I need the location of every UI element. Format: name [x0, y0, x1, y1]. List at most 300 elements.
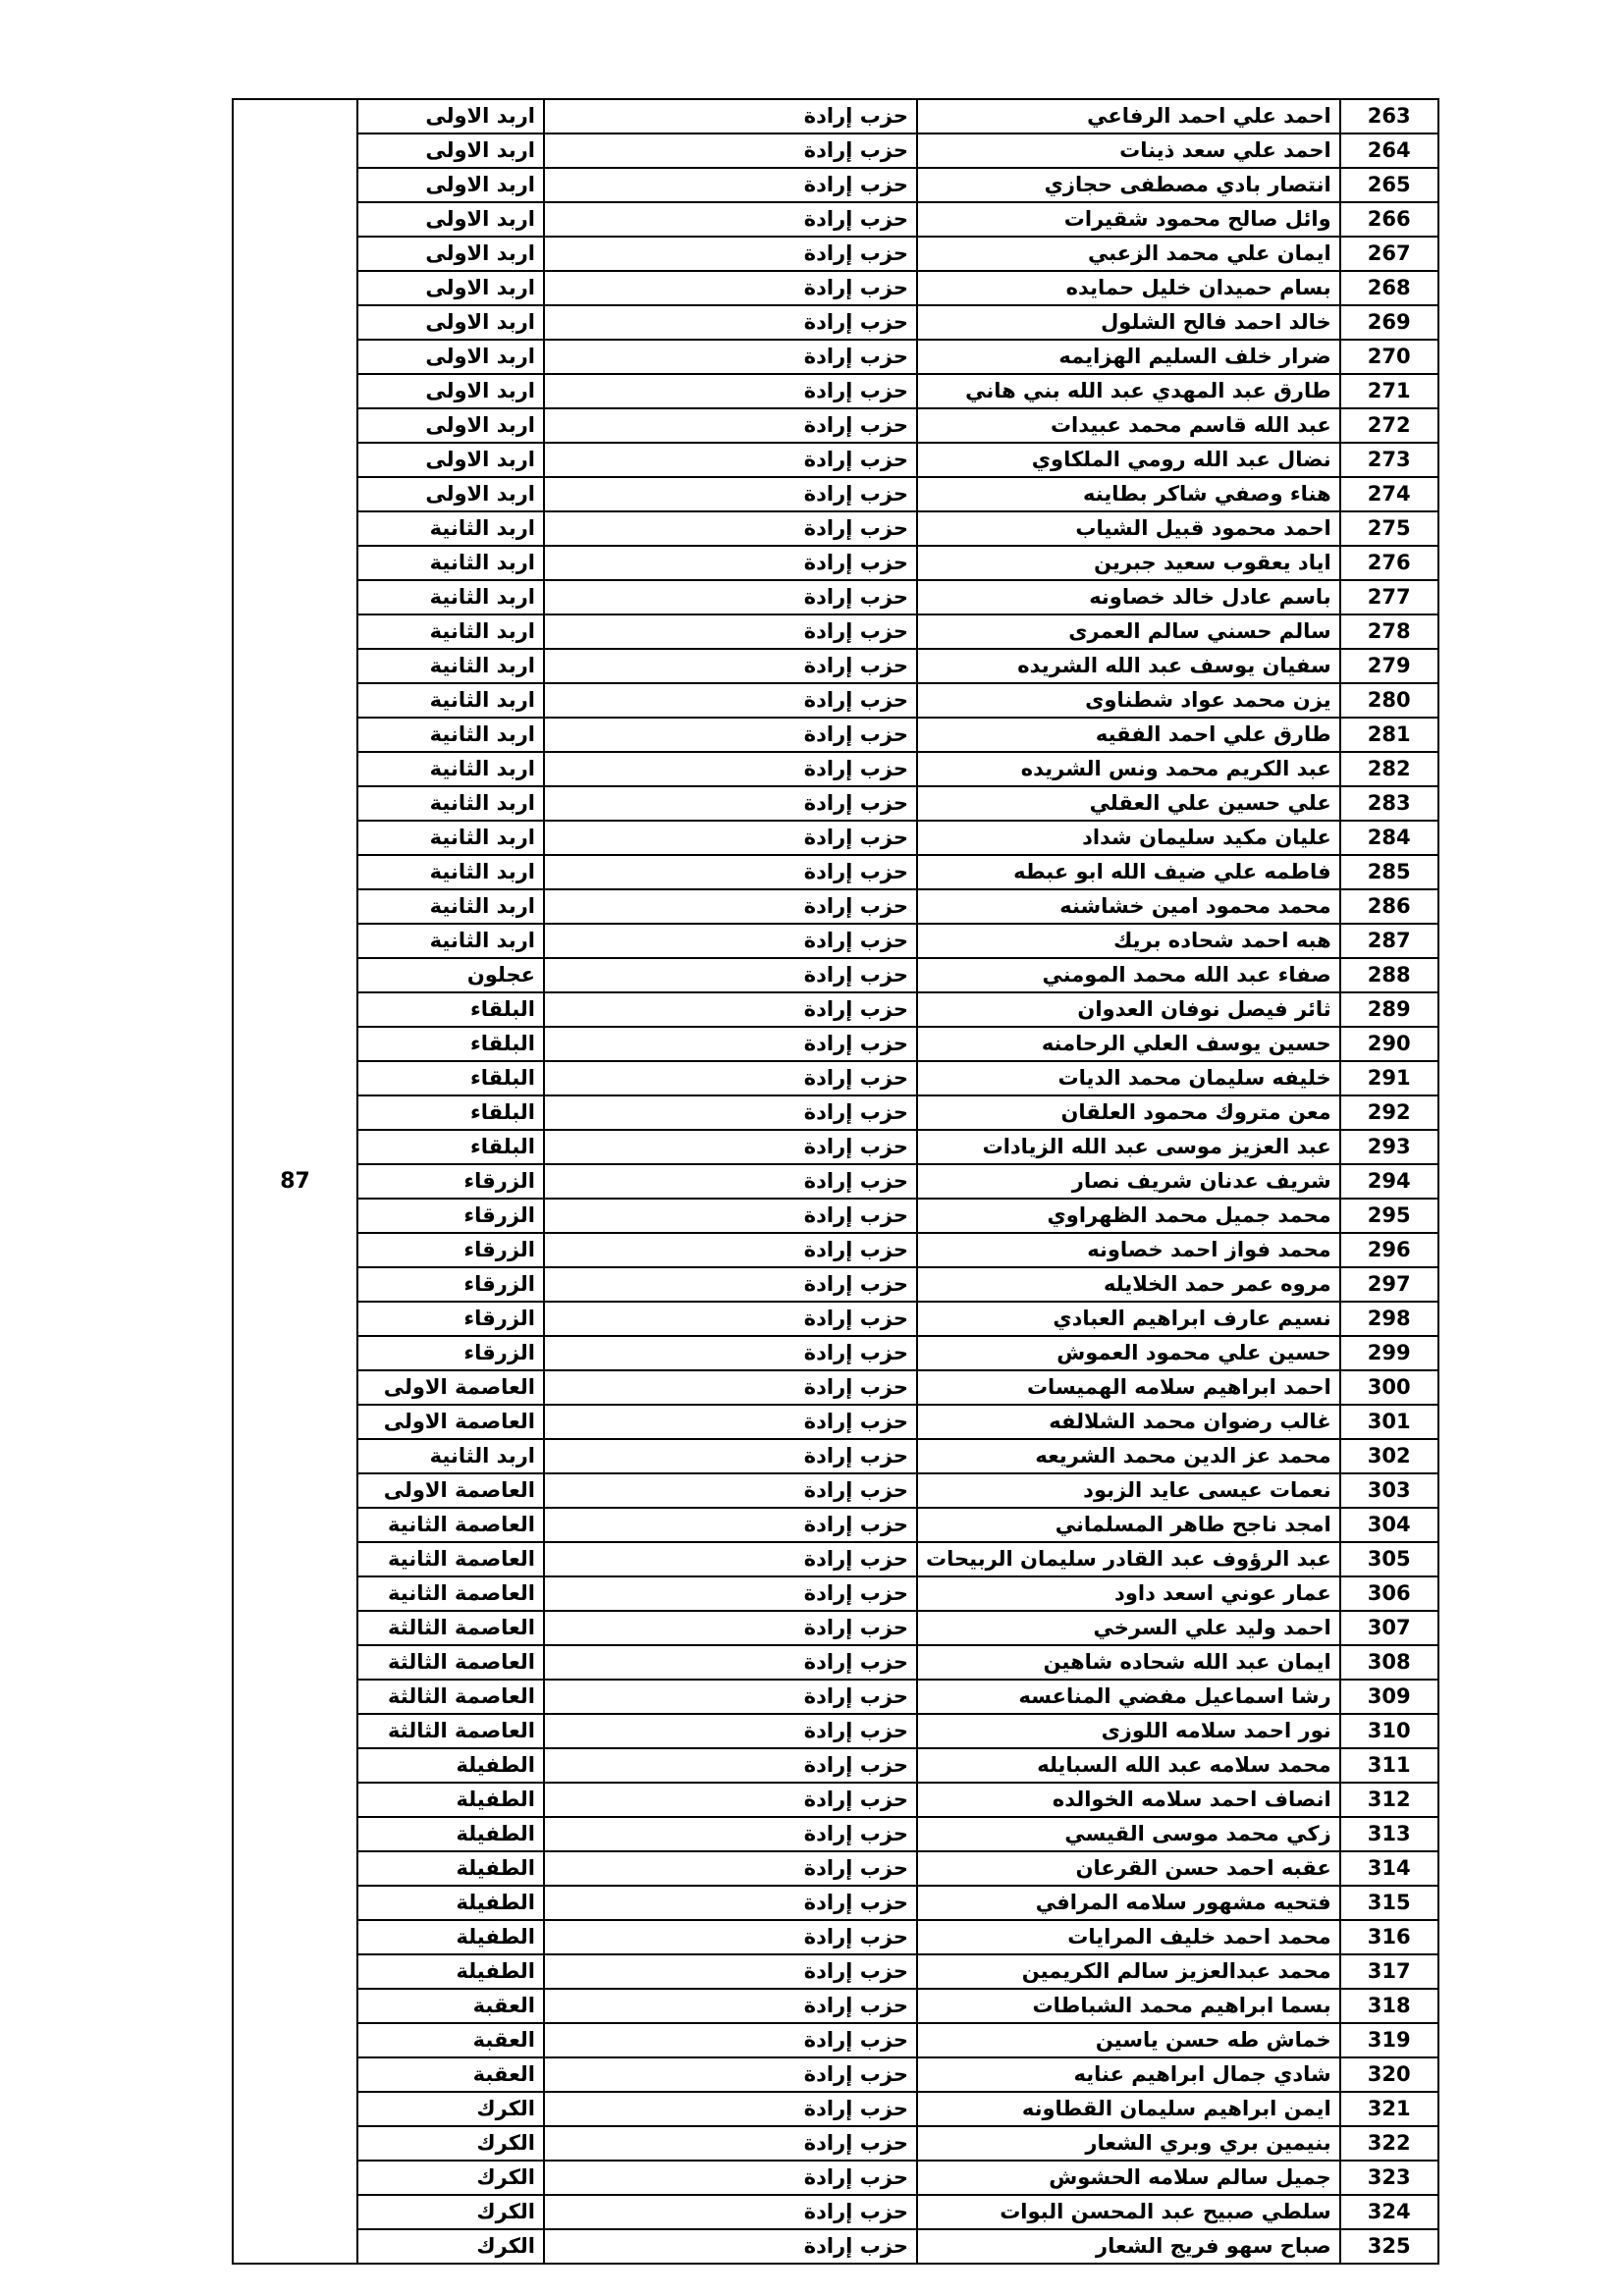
members-sheet	[232, 98, 1439, 2265]
district-cell: اربد الثانية	[357, 683, 544, 718]
party-cell: حزب إرادة	[544, 1783, 917, 1817]
name-cell: احمد وليد علي السرخي	[917, 1611, 1340, 1645]
district-cell: اربد الثانية	[357, 718, 544, 752]
district-cell: الكرك	[357, 2092, 544, 2126]
party-cell: حزب إرادة	[544, 477, 917, 511]
serial-number-cell: 281	[1340, 718, 1438, 752]
party-cell: حزب إرادة	[544, 305, 917, 340]
party-cell: حزب إرادة	[544, 374, 917, 408]
table-row	[233, 958, 1438, 992]
table-row	[233, 99, 1438, 133]
name-cell: حسين علي محمود العموش	[917, 1336, 1340, 1370]
name-cell: محمد فواز احمد خصاونه	[917, 1233, 1340, 1267]
name-cell: فاطمه علي ضيف الله ابو عبطه	[917, 855, 1340, 889]
party-cell: حزب إرادة	[544, 237, 917, 271]
name-cell: محمد سلامه عبد الله السبايله	[917, 1748, 1340, 1783]
party-cell: حزب إرادة	[544, 786, 917, 821]
table-row	[233, 1714, 1438, 1748]
name-cell: يزن محمد عواد شطناوى	[917, 683, 1340, 718]
party-cell: حزب إرادة	[544, 1542, 917, 1576]
district-cell: الزرقاء	[357, 1199, 544, 1233]
serial-number-cell: 310	[1340, 1714, 1438, 1748]
name-cell: ضرار خلف السليم الهزايمه	[917, 340, 1340, 374]
party-cell: حزب إرادة	[544, 2161, 917, 2195]
district-cell: الزرقاء	[357, 1267, 544, 1302]
party-cell: حزب إرادة	[544, 511, 917, 546]
table-row	[233, 1989, 1438, 2023]
serial-number-cell: 294	[1340, 1164, 1438, 1199]
party-cell: حزب إرادة	[544, 1680, 917, 1714]
serial-number-cell: 267	[1340, 237, 1438, 271]
name-cell: امجد ناجح طاهر المسلماني	[917, 1508, 1340, 1542]
party-cell: حزب إرادة	[544, 2126, 917, 2161]
name-cell: نعمات عيسى عايد الزبود	[917, 1473, 1340, 1508]
party-cell: حزب إرادة	[544, 202, 917, 237]
party-cell: حزب إرادة	[544, 1336, 917, 1370]
party-cell: حزب إرادة	[544, 340, 917, 374]
table-row	[233, 1233, 1438, 1267]
name-cell: محمد محمود امين خشاشنه	[917, 889, 1340, 924]
name-cell: محمد عبدالعزيز سالم الكريمين	[917, 1954, 1340, 1989]
serial-number-cell: 278	[1340, 614, 1438, 649]
serial-number-cell: 306	[1340, 1576, 1438, 1611]
district-cell: اربد الثانية	[357, 511, 544, 546]
name-cell: عليان مكيد سليمان شداد	[917, 821, 1340, 855]
table-row	[233, 2092, 1438, 2126]
table-row	[233, 1542, 1438, 1576]
district-cell: البلقاء	[357, 1027, 544, 1061]
name-cell: علي حسين علي العقلي	[917, 786, 1340, 821]
name-cell: طارق عبد المهدي عبد الله بني هاني	[917, 374, 1340, 408]
table-row	[233, 1576, 1438, 1611]
district-cell: اربد الاولى	[357, 133, 544, 168]
serial-number-cell: 316	[1340, 1920, 1438, 1954]
district-cell: اربد الثانية	[357, 580, 544, 614]
serial-number-cell: 263	[1340, 99, 1438, 133]
district-cell: العاصمة الاولى	[357, 1473, 544, 1508]
table-row	[233, 271, 1438, 305]
table-row	[233, 477, 1438, 511]
serial-number-cell: 276	[1340, 546, 1438, 580]
serial-number-cell: 269	[1340, 305, 1438, 340]
district-cell: الطفيلة	[357, 1817, 544, 1851]
name-cell: معن متروك محمود العلقان	[917, 1095, 1340, 1130]
serial-number-cell: 324	[1340, 2195, 1438, 2229]
table-row	[233, 1680, 1438, 1714]
district-cell: العاصمة الثانية	[357, 1576, 544, 1611]
name-cell: طارق علي احمد الفقيه	[917, 718, 1340, 752]
table-row	[233, 1370, 1438, 1405]
party-cell: حزب إرادة	[544, 924, 917, 958]
party-cell: حزب إرادة	[544, 1130, 917, 1164]
district-cell: العاصمة الثالثة	[357, 1645, 544, 1680]
serial-number-cell: 264	[1340, 133, 1438, 168]
party-cell: حزب إرادة	[544, 614, 917, 649]
district-cell: الطفيلة	[357, 1783, 544, 1817]
party-cell: حزب إرادة	[544, 1611, 917, 1645]
district-cell: الكرك	[357, 2229, 544, 2264]
district-cell: اربد الثانية	[357, 855, 544, 889]
name-cell: خماش طه حسن ياسين	[917, 2023, 1340, 2057]
serial-number-cell: 295	[1340, 1199, 1438, 1233]
members-table-body	[233, 99, 1438, 2264]
serial-number-cell: 282	[1340, 752, 1438, 786]
district-cell: العاصمة الثالثة	[357, 1680, 544, 1714]
party-cell: حزب إرادة	[544, 408, 917, 443]
serial-number-cell: 305	[1340, 1542, 1438, 1576]
district-cell: العقبة	[357, 2023, 544, 2057]
name-cell: ثائر فيصل نوفان العدوان	[917, 992, 1340, 1027]
group-number: 87	[233, 99, 357, 2264]
table-row	[233, 1130, 1438, 1164]
serial-number-cell: 285	[1340, 855, 1438, 889]
district-cell: الطفيلة	[357, 1886, 544, 1920]
district-cell: اربد الاولى	[357, 305, 544, 340]
party-cell: حزب إرادة	[544, 958, 917, 992]
party-cell: حزب إرادة	[544, 2057, 917, 2092]
table-row	[233, 821, 1438, 855]
party-cell: حزب إرادة	[544, 992, 917, 1027]
name-cell: عمار عوني اسعد داود	[917, 1576, 1340, 1611]
serial-number-cell: 290	[1340, 1027, 1438, 1061]
party-cell: حزب إرادة	[544, 1989, 917, 2023]
serial-number-cell: 307	[1340, 1611, 1438, 1645]
serial-number-cell: 265	[1340, 168, 1438, 202]
table-row	[233, 2023, 1438, 2057]
district-cell: الطفيلة	[357, 1748, 544, 1783]
table-row	[233, 580, 1438, 614]
serial-number-cell: 266	[1340, 202, 1438, 237]
party-cell: حزب إرادة	[544, 1405, 917, 1439]
district-cell: اربد الاولى	[357, 271, 544, 305]
name-cell: عبد العزيز موسى عبد الله الزيادات	[917, 1130, 1340, 1164]
party-cell: حزب إرادة	[544, 1095, 917, 1130]
district-cell: اربد الثانية	[357, 924, 544, 958]
district-cell: العاصمة الاولى	[357, 1370, 544, 1405]
table-row	[233, 408, 1438, 443]
district-cell: اربد الثانية	[357, 821, 544, 855]
table-row	[233, 1748, 1438, 1783]
name-cell: حسين يوسف العلي الرحامنه	[917, 1027, 1340, 1061]
serial-number-cell: 301	[1340, 1405, 1438, 1439]
district-cell: اربد الاولى	[357, 374, 544, 408]
table-row	[233, 2229, 1438, 2264]
table-row	[233, 1817, 1438, 1851]
name-cell: خالد احمد فالح الشلول	[917, 305, 1340, 340]
table-row	[233, 443, 1438, 477]
table-row	[233, 374, 1438, 408]
party-cell: حزب إرادة	[544, 443, 917, 477]
table-row	[233, 614, 1438, 649]
district-cell: الطفيلة	[357, 1954, 544, 1989]
serial-number-cell: 300	[1340, 1370, 1438, 1405]
district-cell: اربد الاولى	[357, 99, 544, 133]
serial-number-cell: 274	[1340, 477, 1438, 511]
name-cell: شادي جمال ابراهيم عنايه	[917, 2057, 1340, 2092]
name-cell: عقبه احمد حسن القرعان	[917, 1851, 1340, 1886]
serial-number-cell: 271	[1340, 374, 1438, 408]
serial-number-cell: 302	[1340, 1439, 1438, 1473]
district-cell: اربد الثانية	[357, 786, 544, 821]
name-cell: احمد علي سعد ذينات	[917, 133, 1340, 168]
district-cell: العقبة	[357, 2057, 544, 2092]
name-cell: زكي محمد موسى القيسي	[917, 1817, 1340, 1851]
name-cell: سلطي صبيح عبد المحسن البوات	[917, 2195, 1340, 2229]
serial-number-cell: 283	[1340, 786, 1438, 821]
name-cell: عبد الرؤوف عبد القادر سليمان الربيحات	[917, 1542, 1340, 1576]
serial-number-cell: 319	[1340, 2023, 1438, 2057]
table-row	[233, 855, 1438, 889]
district-cell: الكرك	[357, 2126, 544, 2161]
table-row	[233, 1473, 1438, 1508]
name-cell: ايمان عبد الله شحاده شاهين	[917, 1645, 1340, 1680]
party-cell: حزب إرادة	[544, 1302, 917, 1336]
district-cell: البلقاء	[357, 1061, 544, 1095]
name-cell: نسيم عارف ابراهيم العبادي	[917, 1302, 1340, 1336]
serial-number-cell: 304	[1340, 1508, 1438, 1542]
party-cell: حزب إرادة	[544, 1576, 917, 1611]
name-cell: هبه احمد شحاده بريك	[917, 924, 1340, 958]
district-cell: اربد الثانية	[357, 546, 544, 580]
name-cell: هناء وصفي شاكر بطاينه	[917, 477, 1340, 511]
table-row	[233, 168, 1438, 202]
serial-number-cell: 323	[1340, 2161, 1438, 2195]
serial-number-cell: 291	[1340, 1061, 1438, 1095]
name-cell: غالب رضوان محمد الشلالفه	[917, 1405, 1340, 1439]
table-row	[233, 546, 1438, 580]
serial-number-cell: 303	[1340, 1473, 1438, 1508]
district-cell: البلقاء	[357, 992, 544, 1027]
name-cell: سالم حسني سالم العمرى	[917, 614, 1340, 649]
table-row	[233, 2057, 1438, 2092]
party-cell: حزب إرادة	[544, 99, 917, 133]
serial-number-cell: 317	[1340, 1954, 1438, 1989]
district-cell: اربد الاولى	[357, 202, 544, 237]
district-cell: الطفيلة	[357, 1851, 544, 1886]
party-cell: حزب إرادة	[544, 1473, 917, 1508]
serial-number-cell: 275	[1340, 511, 1438, 546]
serial-number-cell: 299	[1340, 1336, 1438, 1370]
name-cell: احمد ابراهيم سلامه الهميسات	[917, 1370, 1340, 1405]
district-cell: اربد الاولى	[357, 477, 544, 511]
district-cell: الزرقاء	[357, 1336, 544, 1370]
name-cell: اياد يعقوب سعيد جبرين	[917, 546, 1340, 580]
district-cell: العاصمة الثانية	[357, 1542, 544, 1576]
table-row	[233, 1405, 1438, 1439]
serial-number-cell: 308	[1340, 1645, 1438, 1680]
district-cell: اربد الاولى	[357, 340, 544, 374]
district-cell: البلقاء	[357, 1095, 544, 1130]
party-cell: حزب إرادة	[544, 1199, 917, 1233]
table-row	[233, 718, 1438, 752]
party-cell: حزب إرادة	[544, 133, 917, 168]
party-cell: حزب إرادة	[544, 821, 917, 855]
party-cell: حزب إرادة	[544, 2229, 917, 2264]
table-row	[233, 1645, 1438, 1680]
party-cell: حزب إرادة	[544, 1886, 917, 1920]
name-cell: محمد جميل محمد الظهراوي	[917, 1199, 1340, 1233]
name-cell: سفيان يوسف عبد الله الشريده	[917, 649, 1340, 683]
party-cell: حزب إرادة	[544, 2195, 917, 2229]
party-cell: حزب إرادة	[544, 1817, 917, 1851]
name-cell: خليفه سليمان محمد الديات	[917, 1061, 1340, 1095]
serial-number-cell: 277	[1340, 580, 1438, 614]
party-cell: حزب إرادة	[544, 1061, 917, 1095]
table-row	[233, 649, 1438, 683]
serial-number-cell: 292	[1340, 1095, 1438, 1130]
table-row	[233, 1954, 1438, 1989]
serial-number-cell: 279	[1340, 649, 1438, 683]
table-row	[233, 2126, 1438, 2161]
party-cell: حزب إرادة	[544, 1370, 917, 1405]
table-row	[233, 1336, 1438, 1370]
party-cell: حزب إرادة	[544, 1439, 917, 1473]
serial-number-cell: 280	[1340, 683, 1438, 718]
serial-number-cell: 268	[1340, 271, 1438, 305]
district-cell: الزرقاء	[357, 1233, 544, 1267]
table-row	[233, 305, 1438, 340]
party-cell: حزب إرادة	[544, 2023, 917, 2057]
table-row	[233, 1267, 1438, 1302]
serial-number-cell: 293	[1340, 1130, 1438, 1164]
name-cell: عبد الله قاسم محمد عبيدات	[917, 408, 1340, 443]
district-cell: الطفيلة	[357, 1920, 544, 1954]
table-row	[233, 2195, 1438, 2229]
table-row	[233, 237, 1438, 271]
serial-number-cell: 313	[1340, 1817, 1438, 1851]
district-cell: اربد الاولى	[357, 237, 544, 271]
table-row	[233, 1439, 1438, 1473]
serial-number-cell: 287	[1340, 924, 1438, 958]
party-cell: حزب إرادة	[544, 718, 917, 752]
party-cell: حزب إرادة	[544, 855, 917, 889]
district-cell: اربد الاولى	[357, 168, 544, 202]
name-cell: ايمن ابراهيم سليمان القطاونه	[917, 2092, 1340, 2126]
members-table	[232, 98, 1439, 2265]
table-row	[233, 1164, 1438, 1199]
table-row	[233, 1027, 1438, 1061]
name-cell: رشا اسماعيل مفضي المناعسه	[917, 1680, 1340, 1714]
name-cell: صباح سهو فريج الشعار	[917, 2229, 1340, 2264]
table-row	[233, 1508, 1438, 1542]
district-cell: العاصمة الثانية	[357, 1508, 544, 1542]
party-cell: حزب إرادة	[544, 1714, 917, 1748]
serial-number-cell: 318	[1340, 1989, 1438, 2023]
party-cell: حزب إرادة	[544, 889, 917, 924]
table-row	[233, 1611, 1438, 1645]
table-row	[233, 924, 1438, 958]
district-cell: الكرك	[357, 2161, 544, 2195]
table-row	[233, 133, 1438, 168]
district-cell: العاصمة الاولى	[357, 1405, 544, 1439]
name-cell: جميل سالم سلامه الحشوش	[917, 2161, 1340, 2195]
party-cell: حزب إرادة	[544, 1233, 917, 1267]
district-cell: عجلون	[357, 958, 544, 992]
serial-number-cell: 321	[1340, 2092, 1438, 2126]
district-cell: الكرك	[357, 2195, 544, 2229]
table-row	[233, 1783, 1438, 1817]
name-cell: بسام حميدان خليل حمايده	[917, 271, 1340, 305]
name-cell: نضال عبد الله رومي الملكاوي	[917, 443, 1340, 477]
name-cell: باسم عادل خالد خصاونه	[917, 580, 1340, 614]
table-row	[233, 1851, 1438, 1886]
serial-number-cell: 297	[1340, 1267, 1438, 1302]
serial-number-cell: 284	[1340, 821, 1438, 855]
serial-number-cell: 325	[1340, 2229, 1438, 2264]
party-cell: حزب إرادة	[544, 1851, 917, 1886]
district-cell: العاصمة الثالثة	[357, 1714, 544, 1748]
name-cell: فتحيه مشهور سلامه المرافي	[917, 1886, 1340, 1920]
district-cell: اربد الثانية	[357, 1439, 544, 1473]
district-cell: اربد الثانية	[357, 649, 544, 683]
district-cell: البلقاء	[357, 1130, 544, 1164]
party-cell: حزب إرادة	[544, 1508, 917, 1542]
district-cell: العقبة	[357, 1989, 544, 2023]
table-row	[233, 889, 1438, 924]
table-row	[233, 1920, 1438, 1954]
district-cell: العاصمة الثالثة	[357, 1611, 544, 1645]
district-cell: الزرقاء	[357, 1164, 544, 1199]
serial-number-cell: 312	[1340, 1783, 1438, 1817]
serial-number-cell: 314	[1340, 1851, 1438, 1886]
party-cell: حزب إرادة	[544, 1920, 917, 1954]
party-cell: حزب إرادة	[544, 1164, 917, 1199]
party-cell: حزب إرادة	[544, 683, 917, 718]
serial-number-cell: 315	[1340, 1886, 1438, 1920]
table-row	[233, 340, 1438, 374]
district-cell: الزرقاء	[357, 1302, 544, 1336]
name-cell: ايمان علي محمد الزعبي	[917, 237, 1340, 271]
serial-number-cell: 311	[1340, 1748, 1438, 1783]
party-cell: حزب إرادة	[544, 2092, 917, 2126]
table-row	[233, 1302, 1438, 1336]
party-cell: حزب إرادة	[544, 580, 917, 614]
name-cell: احمد محمود قبيل الشياب	[917, 511, 1340, 546]
party-cell: حزب إرادة	[544, 752, 917, 786]
name-cell: شريف عدنان شريف نصار	[917, 1164, 1340, 1199]
table-row	[233, 1095, 1438, 1130]
name-cell: انصاف احمد سلامه الخوالده	[917, 1783, 1340, 1817]
party-cell: حزب إرادة	[544, 1267, 917, 1302]
name-cell: وائل صالح محمود شقيرات	[917, 202, 1340, 237]
district-cell: اربد الاولى	[357, 443, 544, 477]
serial-number-cell: 298	[1340, 1302, 1438, 1336]
party-cell: حزب إرادة	[544, 1645, 917, 1680]
district-cell: اربد الثانية	[357, 752, 544, 786]
party-cell: حزب إرادة	[544, 1954, 917, 1989]
table-row	[233, 786, 1438, 821]
serial-number-cell: 289	[1340, 992, 1438, 1027]
name-cell: احمد علي احمد الرفاعي	[917, 99, 1340, 133]
serial-number-cell: 272	[1340, 408, 1438, 443]
table-row	[233, 2161, 1438, 2195]
party-cell: حزب إرادة	[544, 271, 917, 305]
serial-number-cell: 296	[1340, 1233, 1438, 1267]
name-cell: انتصار بادي مصطفى حجازي	[917, 168, 1340, 202]
district-cell: اربد الثانية	[357, 889, 544, 924]
name-cell: نور احمد سلامه اللوزى	[917, 1714, 1340, 1748]
table-row	[233, 202, 1438, 237]
name-cell: صفاء عبد الله محمد المومني	[917, 958, 1340, 992]
table-row	[233, 1061, 1438, 1095]
party-cell: حزب إرادة	[544, 546, 917, 580]
name-cell: بنيمين بري وبري الشعار	[917, 2126, 1340, 2161]
table-row	[233, 1886, 1438, 1920]
name-cell: مروه عمر حمد الخلايله	[917, 1267, 1340, 1302]
name-cell: بسما ابراهيم محمد الشباطات	[917, 1989, 1340, 2023]
serial-number-cell: 288	[1340, 958, 1438, 992]
serial-number-cell: 309	[1340, 1680, 1438, 1714]
